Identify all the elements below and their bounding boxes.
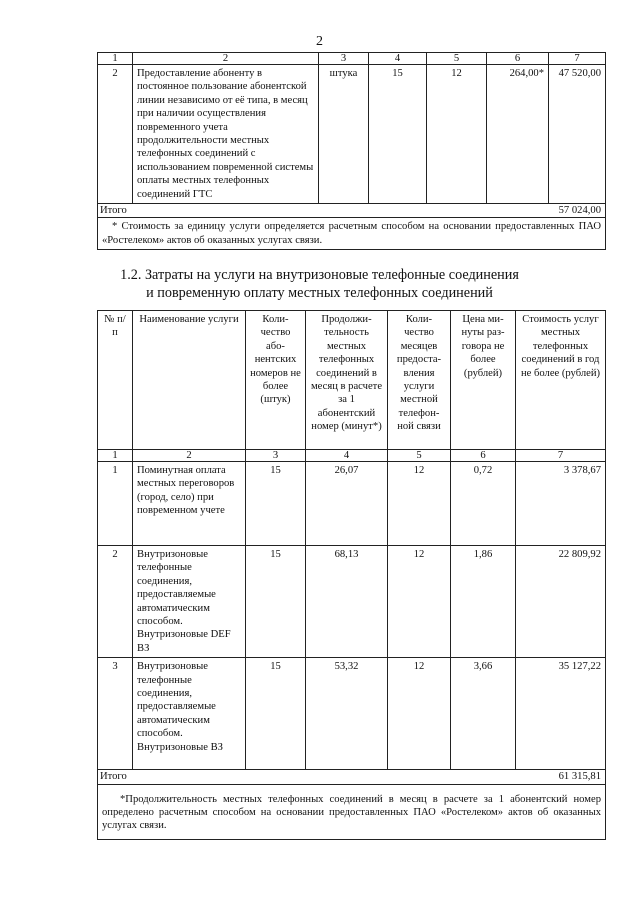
col-number: 4	[369, 53, 427, 65]
header-cell: Стоимость услуг местных телефонных соединений в год не более (рублей)	[516, 311, 606, 450]
row-number: 3	[98, 658, 133, 770]
col-number: 1	[98, 53, 133, 65]
header-cell: Наименование услуги	[133, 311, 246, 450]
table-row	[98, 462, 606, 546]
quantity: 15	[246, 462, 306, 546]
header-cell: Коли-чество або-нентских номеров не более (штук)	[246, 311, 306, 450]
months: 12	[427, 65, 487, 204]
cost: 35 127,22	[516, 658, 606, 770]
header-cell: Коли-чество месяцев предоста-вления услуги местной телефон-ной связи	[388, 311, 451, 450]
quantity: 15	[369, 65, 427, 204]
minutes: 53,32	[306, 658, 388, 770]
col-number: 2	[133, 450, 246, 462]
col-number: 5	[388, 450, 451, 462]
section-title-line-2: и повременную оплату местных телефонных соединений	[146, 285, 493, 301]
table-row	[98, 65, 606, 204]
total-value: 57 024,00	[549, 204, 606, 218]
section-title	[0, 266, 639, 302]
minute-price: 3,66	[451, 658, 516, 770]
service-name: Внутризоновые телефонные соединения, предоставляемые автоматическим способом. Внутризоновые ВЗ	[133, 658, 246, 770]
section-title-line-1: 1.2. Затраты на услуги на внутризоновые телефонные соединения	[120, 267, 519, 283]
cost: 3 378,67	[516, 462, 606, 546]
cost: 47 520,00	[549, 65, 606, 204]
col-number: 4	[306, 450, 388, 462]
minute-price: 0,72	[451, 462, 516, 546]
table-2	[97, 310, 606, 840]
note-row	[98, 784, 606, 839]
service-name: Внутризоновые телефонные соединения, предоставляемые автоматическим способом. Внутризоновые DEF ВЗ	[133, 546, 246, 658]
table-row	[98, 658, 606, 770]
months: 12	[388, 546, 451, 658]
col-number: 7	[516, 450, 606, 462]
minute-price: 1,86	[451, 546, 516, 658]
months: 12	[388, 462, 451, 546]
col-number: 6	[451, 450, 516, 462]
quantity: 15	[246, 658, 306, 770]
total-label: Итого	[98, 770, 516, 784]
quantity: 15	[246, 546, 306, 658]
service-name: Поминутная оплата местных переговоров (город, село) при повременном учете	[133, 462, 246, 546]
total-row	[98, 204, 606, 218]
minutes: 68,13	[306, 546, 388, 658]
unit: штука	[319, 65, 369, 204]
header-cell: Продолжи-тельность местных телефонных соединений в месяц в расчете за 1 абонентский номер (минут*)	[306, 311, 388, 450]
cost: 22 809,92	[516, 546, 606, 658]
col-number: 2	[133, 53, 319, 65]
table-1-col-numbers	[98, 53, 606, 65]
total-row	[98, 770, 606, 784]
service-name: Предоставление абоненту в постоянное пользование абонентской линии независимо от её типа, в месяц при наличии осуществления повременного учета продолжительности местных телефонных соединений с использованием повременной системы оплаты местных телефонных соединений ГТС	[133, 65, 319, 204]
table-row	[98, 546, 606, 658]
footnote: * Стоимость за единицу услуги определяется расчетным способом на основании предоставленных ПАО «Ростелеком» актов об оказанных услугах связи.	[98, 218, 606, 250]
row-number: 2	[98, 65, 133, 204]
col-number: 3	[246, 450, 306, 462]
table-2-col-numbers	[98, 450, 606, 462]
months: 12	[388, 658, 451, 770]
col-number: 1	[98, 450, 133, 462]
col-number: 6	[487, 53, 549, 65]
header-cell: Цена ми-нуты раз-говора не более (рублей)	[451, 311, 516, 450]
header-cell: № п/п	[98, 311, 133, 450]
row-number: 2	[98, 546, 133, 658]
col-number: 7	[549, 53, 606, 65]
col-number: 5	[427, 53, 487, 65]
total-value: 61 315,81	[516, 770, 606, 784]
minutes: 26,07	[306, 462, 388, 546]
total-label: Итого	[98, 204, 549, 218]
col-number: 3	[319, 53, 369, 65]
table-1	[97, 52, 606, 250]
unit-price: 264,00*	[487, 65, 549, 204]
footnote: *Продолжительность местных телефонных соединений в месяц в расчете за 1 абонентский номер определено расчетным способом на основании предоставленных ПАО «Ростелеком» актов об оказанных услугах связи.	[98, 784, 606, 839]
note-row	[98, 218, 606, 250]
table-2-header	[98, 311, 606, 450]
row-number: 1	[98, 462, 133, 546]
page-number: 2	[316, 34, 323, 49]
